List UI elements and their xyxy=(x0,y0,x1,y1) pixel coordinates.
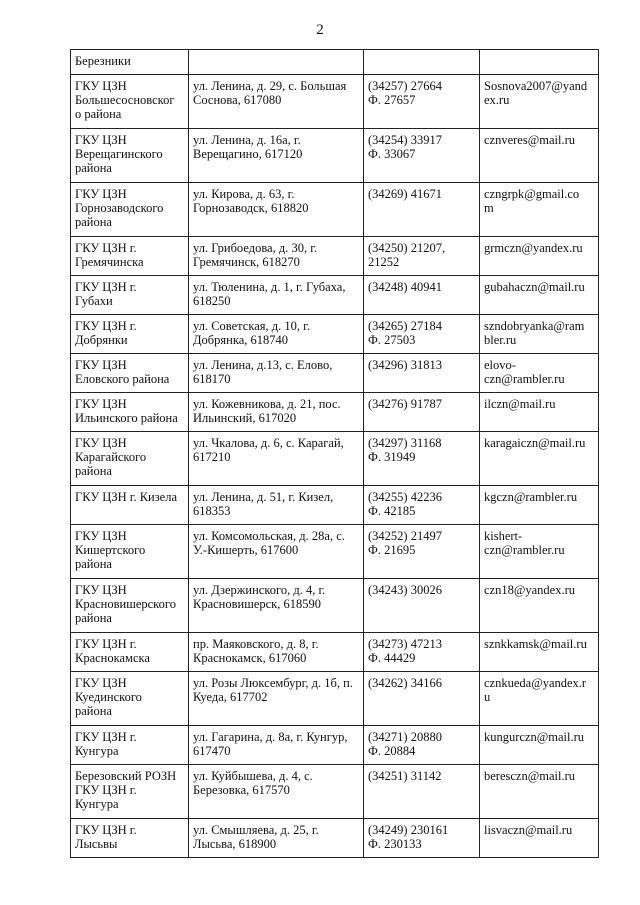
phone-cell: (34243) 30026 xyxy=(364,579,480,633)
table-row xyxy=(71,672,599,726)
email-cell: lisvaczn@mail.ru xyxy=(480,819,599,858)
table-row xyxy=(71,393,599,432)
org-cell: ГКУ ЦЗН г. Губахи xyxy=(71,276,189,315)
org-cell: ГКУ ЦЗН г. Кунгура xyxy=(71,726,189,765)
phone-cell: (34252) 21497 Ф. 21695 xyxy=(364,525,480,579)
email-cell: beresczn@mail.ru xyxy=(480,765,599,819)
table-row xyxy=(71,486,599,525)
org-cell: ГКУ ЦЗН Ильинского района xyxy=(71,393,189,432)
email-cell: Sosnova2007@yand ex.ru xyxy=(480,75,599,129)
phone-cell: (34273) 47213 Ф. 44429 xyxy=(364,633,480,672)
email-cell: kgczn@rambler.ru xyxy=(480,486,599,525)
table-row xyxy=(71,354,599,393)
org-cell: ГКУ ЦЗН Карагайского района xyxy=(71,432,189,486)
table-row xyxy=(71,183,599,237)
address-cell: ул. Комсомольская, д. 28а, с. У.-Кишерть, 617600 xyxy=(189,525,364,579)
table-row xyxy=(71,129,599,183)
email-cell: kishert- czn@rambler.ru xyxy=(480,525,599,579)
header-cell-empty xyxy=(364,50,480,75)
phone-cell: (34276) 91787 xyxy=(364,393,480,432)
phone-cell: (34265) 27184 Ф. 27503 xyxy=(364,315,480,354)
org-cell: ГКУ ЦЗН Куединского района xyxy=(71,672,189,726)
email-cell: sznkkamsk@mail.ru xyxy=(480,633,599,672)
phone-cell: (34271) 20880 Ф. 20884 xyxy=(364,726,480,765)
table-row xyxy=(71,819,599,858)
email-cell: czn18@yandex.ru xyxy=(480,579,599,633)
address-cell: ул. Ленина, д. 29, с. Большая Соснова, 617080 xyxy=(189,75,364,129)
org-cell: ГКУ ЦЗН г. Гремячинска xyxy=(71,237,189,276)
email-cell: kungurczn@mail.ru xyxy=(480,726,599,765)
address-cell: ул. Розы Люксембург, д. 1б, п. Куеда, 617702 xyxy=(189,672,364,726)
table-row xyxy=(71,315,599,354)
header-cell-empty xyxy=(480,50,599,75)
header-cell-city: Березники xyxy=(71,50,189,75)
table-row xyxy=(71,75,599,129)
address-cell: ул. Чкалова, д. 6, с. Карагай, 617210 xyxy=(189,432,364,486)
org-cell: ГКУ ЦЗН г. Кизела xyxy=(71,486,189,525)
table-row xyxy=(71,579,599,633)
org-cell: ГКУ ЦЗН Верещагинского района xyxy=(71,129,189,183)
phone-cell: (34250) 21207, 21252 xyxy=(364,237,480,276)
phone-cell: (34255) 42236 Ф. 42185 xyxy=(364,486,480,525)
table-row xyxy=(71,276,599,315)
table-row xyxy=(71,726,599,765)
address-cell: пр. Маяковского, д. 8, г. Краснокамск, 617060 xyxy=(189,633,364,672)
email-cell: gubahaczn@mail.ru xyxy=(480,276,599,315)
phone-cell: (34257) 27664 Ф. 27657 xyxy=(364,75,480,129)
email-cell: czngrpk@gmail.co m xyxy=(480,183,599,237)
header-cell-empty xyxy=(189,50,364,75)
phone-cell: (34262) 34166 xyxy=(364,672,480,726)
email-cell: ilczn@mail.ru xyxy=(480,393,599,432)
phone-cell: (34248) 40941 xyxy=(364,276,480,315)
email-cell: szndobryanka@ram bler.ru xyxy=(480,315,599,354)
org-cell: ГКУ ЦЗН Большесосновског о района xyxy=(71,75,189,129)
address-cell: ул. Ленина, д. 51, г. Кизел, 618353 xyxy=(189,486,364,525)
table-row xyxy=(71,765,599,819)
org-cell: ГКУ ЦЗН Кишертского района xyxy=(71,525,189,579)
org-cell: ГКУ ЦЗН Еловского района xyxy=(71,354,189,393)
org-cell: ГКУ ЦЗН г. Добрянки xyxy=(71,315,189,354)
address-cell: ул. Советская, д. 10, г. Добрянка, 618740 xyxy=(189,315,364,354)
table-row xyxy=(71,525,599,579)
address-cell: ул. Дзержинского, д. 4, г. Красновишерск, 618590 xyxy=(189,579,364,633)
phone-cell: (34249) 230161 Ф. 230133 xyxy=(364,819,480,858)
table-row xyxy=(71,237,599,276)
phone-cell: (34269) 41671 xyxy=(364,183,480,237)
table-row xyxy=(71,633,599,672)
table-row xyxy=(71,432,599,486)
email-cell: elovo- czn@rambler.ru xyxy=(480,354,599,393)
address-cell: ул. Грибоедова, д. 30, г. Гремячинск, 618270 xyxy=(189,237,364,276)
address-cell: ул. Смышляева, д. 25, г. Лысьва, 618900 xyxy=(189,819,364,858)
email-cell: grmczn@yandex.ru xyxy=(480,237,599,276)
address-cell: ул. Ленина, д. 16а, г. Верещагино, 617120 xyxy=(189,129,364,183)
org-cell: ГКУ ЦЗН Горнозаводского района xyxy=(71,183,189,237)
employment-centers-table xyxy=(70,49,599,858)
email-cell: karagaiczn@mail.ru xyxy=(480,432,599,486)
phone-cell: (34296) 31813 xyxy=(364,354,480,393)
phone-cell: (34254) 33917 Ф. 33067 xyxy=(364,129,480,183)
page-number: 2 xyxy=(316,22,324,38)
phone-cell: (34297) 31168 Ф. 31949 xyxy=(364,432,480,486)
org-cell: ГКУ ЦЗН г. Краснокамска xyxy=(71,633,189,672)
org-cell: Березовский РОЗН ГКУ ЦЗН г. Кунгура xyxy=(71,765,189,819)
address-cell: ул. Кирова, д. 63, г. Горнозаводск, 618820 xyxy=(189,183,364,237)
address-cell: ул. Тюленина, д. 1, г. Губаха, 618250 xyxy=(189,276,364,315)
email-cell: cznveres@mail.ru xyxy=(480,129,599,183)
org-cell: ГКУ ЦЗН Красновишерского района xyxy=(71,579,189,633)
address-cell: ул. Куйбышева, д. 4, с. Березовка, 617570 xyxy=(189,765,364,819)
address-cell: ул. Кожевникова, д. 21, пос. Ильинский, 617020 xyxy=(189,393,364,432)
table-header-row xyxy=(71,50,599,75)
address-cell: ул. Гагарина, д. 8а, г. Кунгур, 617470 xyxy=(189,726,364,765)
phone-cell: (34251) 31142 xyxy=(364,765,480,819)
org-cell: ГКУ ЦЗН г. Лысьвы xyxy=(71,819,189,858)
email-cell: cznkueda@yandex.r u xyxy=(480,672,599,726)
address-cell: ул. Ленина, д.13, с. Елово, 618170 xyxy=(189,354,364,393)
